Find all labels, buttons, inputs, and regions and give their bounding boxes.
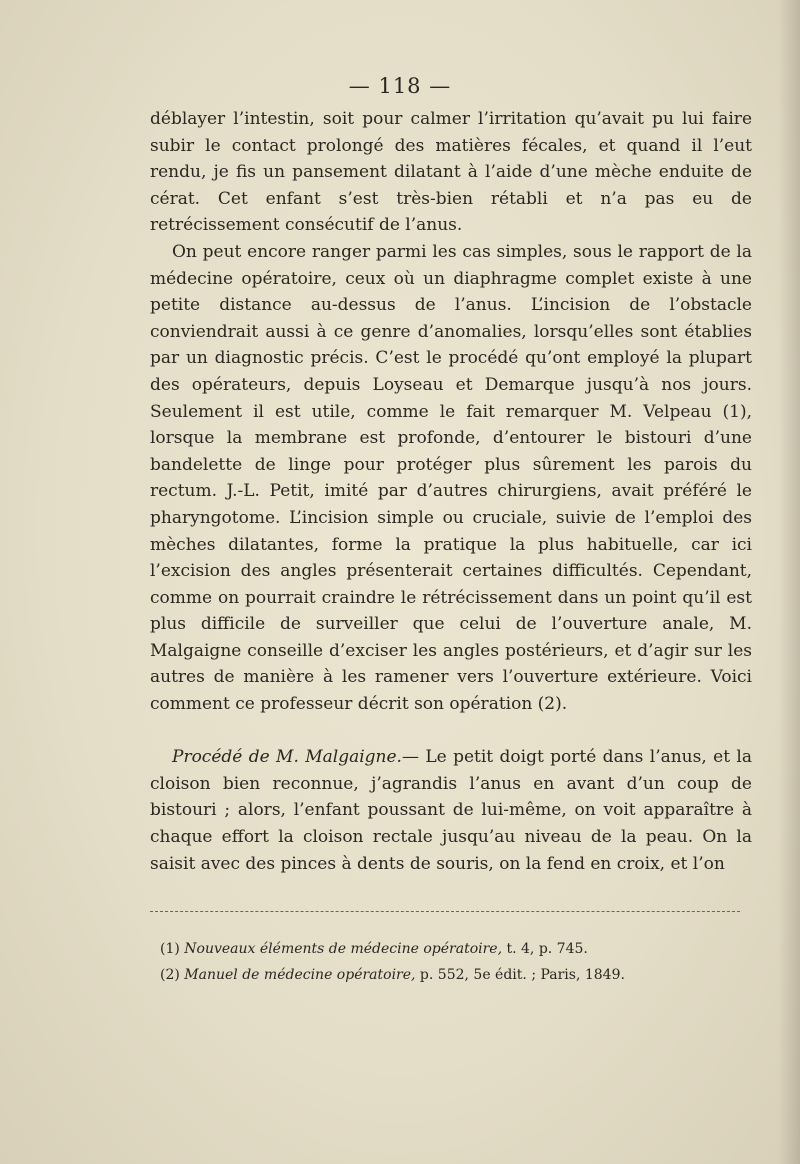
- footnote-mark: (1): [160, 941, 180, 957]
- procedure-text: — Le petit doigt porté dans l’anus, et la cloison bien reconnue, j’agrandis l’anus en avant d’un coup de bistouri ; alors, l’enfant poussant de lui-même, on voit apparaître à chaque effort la cloison rectale jusqu’au niveau de la peau. On la saisit avec des pinces à dents de souris, on la fend en croix, et l’on: [150, 747, 752, 874]
- page-edge-shadow: [778, 0, 800, 1164]
- footnote-ref: p. 552, 5e édit. ; Paris, 1849.: [415, 967, 625, 983]
- page-number: — 118 —: [348, 74, 452, 98]
- footnote-ref: t. 4, p. 745.: [502, 941, 588, 957]
- procedure-heading: Procédé de M. Malgaigne.: [172, 747, 402, 768]
- procedure-paragraph: [150, 744, 752, 877]
- footnotes: [160, 936, 750, 988]
- paragraph-1: déblayer l’intestin, soit pour calmer l’irritation qu’avait pu lui faire subir le contact prolongé des matières fécales, et quand il l’eut rendu, je fis un pansement dilatant à l’aide d’une mèche enduite de cérat. Cet enfant s’est très-bien rétabli et n’a pas eu de retrécissement consécutif de l’anus.: [150, 109, 752, 236]
- footnote-mark: (2): [160, 967, 180, 983]
- footnote-title: Nouveaux éléments de médecine opératoire,: [184, 941, 503, 957]
- footnote-2: [160, 962, 750, 988]
- footnote-1: [160, 936, 750, 962]
- paragraph-2: On peut encore ranger parmi les cas simples, sous le rapport de la médecine opératoire, ceux où un diaphragme complet existe à une petite distance au-dessus de l’anus. L’incision de l’obstacle conviendrait aussi à ce genre d’anomalies, lorsqu’elles sont établies par un diagnostic précis. C’est le procédé qu’ont employé la plupart des opérateurs, depuis Loyseau et Demarque jusqu’à nos jours. Seulement il est utile, comme le fait remarquer M. Velpeau (1), lorsque la membrane est profonde, d’entourer le bistouri d’une bandelette de linge pour protéger plus sûrement les parois du rectum. J.-L. Petit, imité par d’autres chirurgiens, avait préféré le pharyngotome. L’incision simple ou cruciale, suivie de l’emploi des mèches dilatantes, forme la pratique la plus habituelle, car ici l’excision des angles présenterait certaines difficultés. Cependant, comme on pourrait craindre le rétrécissement dans un point qu’il est plus difficile de surveiller que celui de l’ouverture anale, M. Malgaigne conseille d’exciser les angles postérieurs, et d’agir sur les autres de manière à les ramener vers l’ouverture extérieure. Voici comment ce professeur décrit son opération (2).: [150, 241, 752, 715]
- footnote-divider: [150, 911, 740, 912]
- footnote-title: Manuel de médecine opératoire,: [184, 967, 416, 983]
- body-text: [150, 106, 752, 877]
